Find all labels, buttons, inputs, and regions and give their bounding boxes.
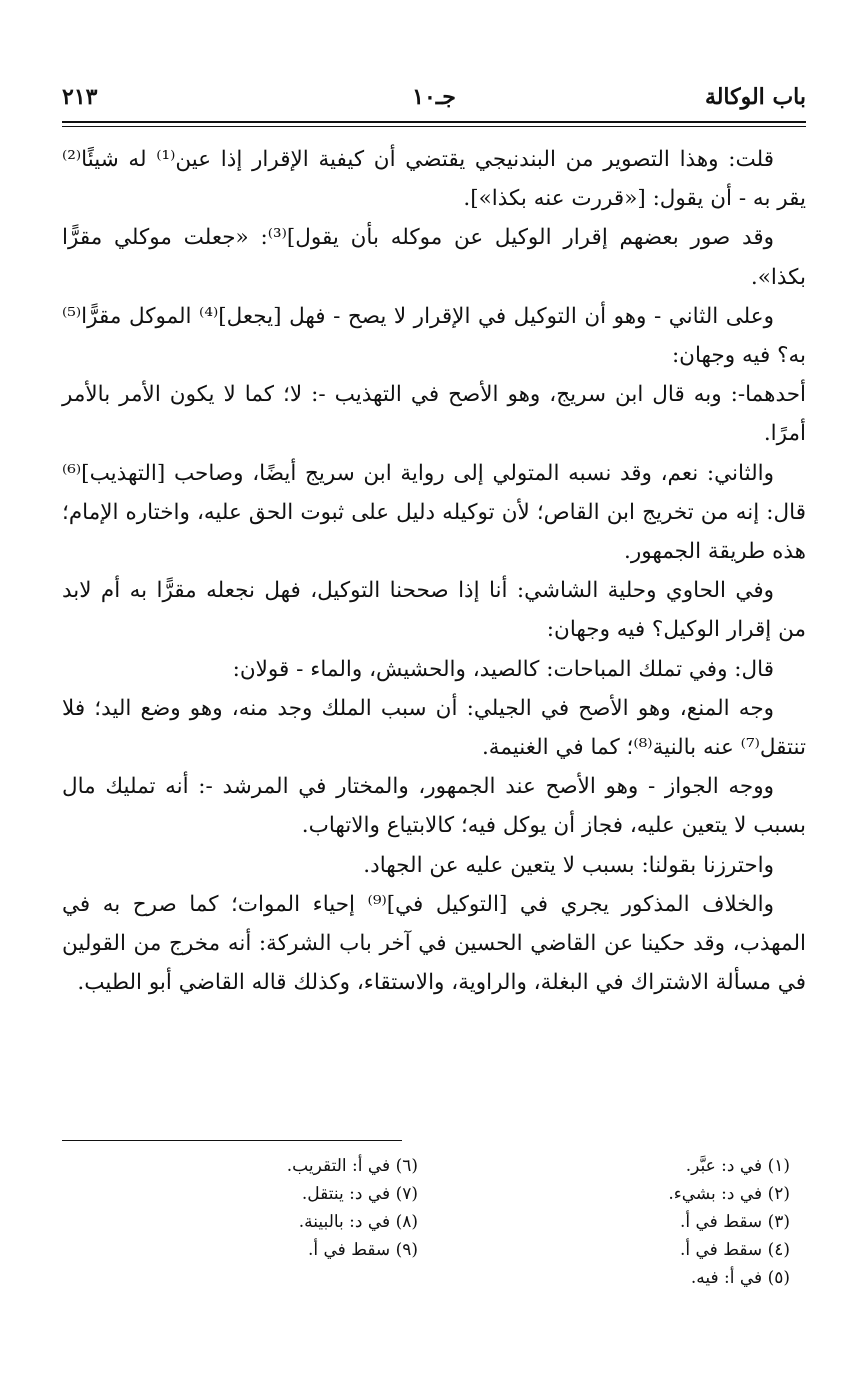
paragraph: وقد صور بعضهم إقرار الوكيل عن موكله بأن يقول]⁽³⁾: «جعلت موكلي مقرًّا بكذا».	[62, 225, 806, 290]
footnote: (١) في د: عبَّر.	[685, 1156, 790, 1176]
running-header	[62, 78, 806, 118]
paragraph: والخلاف المذكور يجري في [التوكيل في]⁽⁹⁾ إحياء الموات؛ كما صرح به في المهذب، وقد حكينا عن القاضي الحسين في آخر باب الشركة: أنه مخرج من القولين في مسألة الاشتراك في البغلة، والراوية، والاستقاء، وكذلك قاله القاضي أبو الطيب.	[62, 891, 806, 996]
paragraph: قال: وفي تملك المباحات: كالصيد، والحشيش، والماء - قولان:	[232, 656, 774, 682]
main-text	[62, 140, 806, 1002]
paragraph: أحدهما-: وبه قال ابن سريج، وهو الأصح في التهذيب -: لا؛ كما لا يكون الأمر بالأمر أمرًا.	[62, 382, 806, 447]
footnotes	[62, 1152, 806, 1292]
footnote: (٤) سقط في أ.	[679, 1240, 790, 1260]
footnotes-column-right	[434, 1152, 806, 1292]
header-rule-thin	[62, 126, 806, 127]
chapter-title: باب الوكالة	[704, 84, 806, 110]
paragraph: وفي الحاوي وحلية الشاشي: أنا إذا صححنا التوكيل، فهل نجعله مقرًّا به أم لابد من إقرار الوكيل؟ فيه وجهان:	[62, 578, 806, 643]
footnote: (٢) في د: بشيء.	[668, 1184, 790, 1204]
paragraph: ووجه الجواز - وهو الأصح عند الجمهور، والمختار في المرشد -: أنه تمليك مال بسبب لا يتعين عليه، فجاز أن يوكل فيه؛ كالابتياع والاتهاب.	[62, 774, 806, 839]
page-number: ٢١٣	[62, 84, 98, 110]
header-rule-thick	[62, 121, 806, 123]
footnote: (٦) في أ: التقريب.	[286, 1156, 418, 1176]
paragraph: والثاني: نعم، وقد نسبه المتولي إلى رواية ابن سريج أيضًا، وصاحب [التهذيب]⁽⁶⁾ قال: إنه من تخريج ابن القاص؛ لأن توكيله دليل على ثبوت الحق عليه، واختاره الإمام؛ هذه طريقة الجمهور.	[62, 460, 806, 565]
footnotes-column-left	[62, 1152, 434, 1292]
footnote-separator	[62, 1140, 402, 1141]
footnote: (٧) في د: ينتقل.	[301, 1184, 418, 1204]
paragraph: قلت: وهذا التصوير من البندنيجي يقتضي أن كيفية الإقرار إذا عين⁽¹⁾ له شيئًا⁽²⁾ يقر به - أن يقول: [«قررت عنه بكذا»].	[62, 147, 806, 212]
paragraph: وجه المنع، وهو الأصح في الجيلي: أن سبب الملك وجد منه، وهو وضع اليد؛ فلا تنتقل⁽⁷⁾ عنه بالنية⁽⁸⁾؛ كما في الغنيمة.	[62, 695, 806, 761]
footnote: (٣) سقط في أ.	[679, 1212, 790, 1232]
paragraph: واحترزنا بقولنا: بسبب لا يتعين عليه عن الجهاد.	[363, 852, 774, 878]
footnote: (٥) في أ: فيه.	[690, 1268, 790, 1288]
footnote: (٩) سقط في أ.	[307, 1240, 418, 1260]
paragraph: وعلى الثاني - وهو أن التوكيل في الإقرار لا يصح - فهل [يجعل]⁽⁴⁾ الموكل مقرًّا⁽⁵⁾ به؟ فيه وجهان:	[62, 303, 806, 369]
volume-label: جـ١٠	[412, 84, 456, 110]
footnote: (٨) في د: بالبينة.	[298, 1212, 418, 1232]
